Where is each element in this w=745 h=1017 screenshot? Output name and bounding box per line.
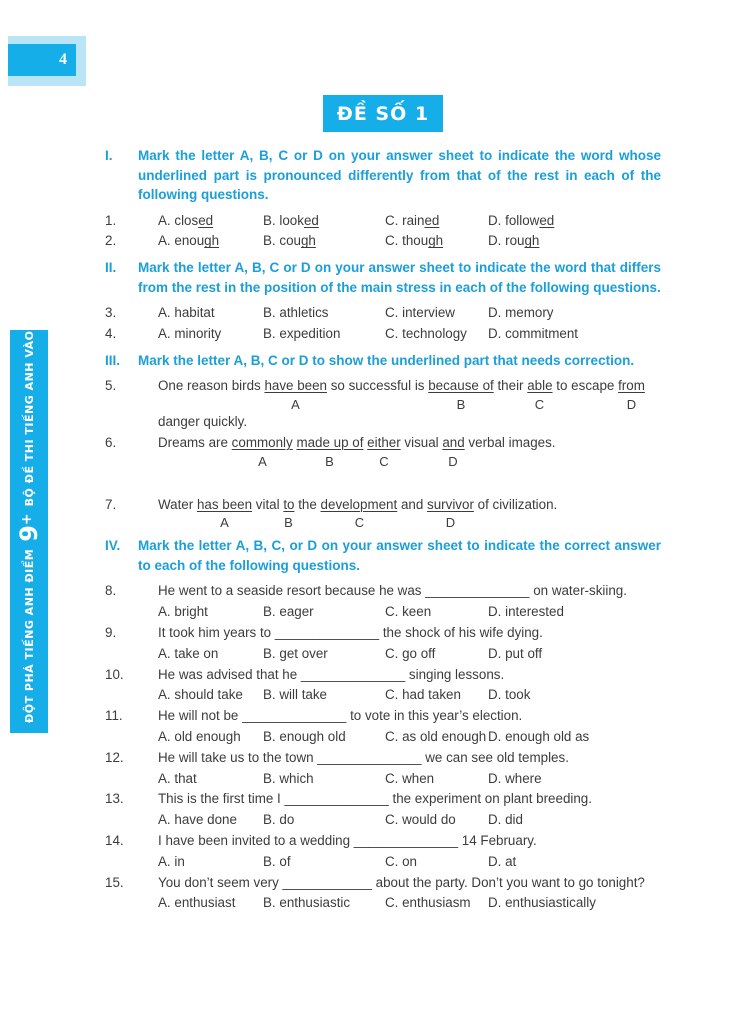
word: B. which [263,770,314,786]
answer-letter: C [354,515,365,531]
underlined-word: has been [196,496,253,512]
options-row [158,685,661,706]
word: B. enthusiastic [263,895,351,911]
question-number: 15. [105,874,124,890]
word: A. enou [158,233,205,249]
question-row [105,376,661,433]
answer-option [263,303,385,324]
sidebar-score-number: 9 [15,525,43,542]
word: C. go off [385,645,436,661]
question-stem: I have been invited to a wedding ______________ 14 February. [158,832,537,848]
answer-letter: B [284,515,293,531]
answer-letter: A [291,396,300,412]
test-content [105,146,661,914]
word: D. memory [488,305,554,321]
answer-option [488,852,661,873]
word: of civilization. [473,496,558,512]
word: B. cou [263,233,301,249]
sidebar-series-title: ĐỘT PHÁ TIẾNG ANH ĐIỂM [22,548,36,723]
underlined-word: gh [204,233,220,249]
section-numeral: III. [105,352,121,368]
answer-option [488,727,661,748]
answer-option [158,324,263,345]
question-body [158,495,661,531]
section-numeral: IV. [105,538,121,554]
answer-option [385,893,488,914]
word: One reason birds [158,378,265,394]
answer-option [488,644,661,665]
underlined-word: ed [198,212,214,228]
word: A. take on [158,645,219,661]
test-title-box [323,95,443,132]
answer-option [488,810,661,831]
answer-option [158,727,263,748]
answer-option [263,644,385,665]
answer-letter: B [325,453,334,469]
word: D. rou [488,233,525,249]
question-number: 11. [105,708,123,724]
answer-option [158,810,263,831]
word: D. at [488,853,517,869]
word: so successful is [327,378,429,394]
sidebar-banner [10,259,48,733]
answer-option [263,893,385,914]
question-number: 10. [105,666,124,682]
answer-option [263,685,385,706]
question-body [158,303,661,324]
question-row [105,748,661,790]
section-header-3 [105,351,661,371]
word: B. get over [263,645,328,661]
section-header-4 [105,536,661,575]
answer-letter-row [158,454,661,469]
word: danger quickly. [158,413,248,429]
question-row [105,324,661,345]
question-stem: He was advised that he ______________ singing lessons. [158,666,505,682]
word: A. old enough [158,728,241,744]
word: D. enough old as [488,728,590,744]
question-row [105,581,661,623]
answer-option [158,602,263,623]
underlined-word: able [527,378,553,394]
answer-option [263,810,385,831]
question-stem: You don’t seem very ____________ about the party. Don’t you want to go tonight? [158,874,645,890]
word: C. technology [385,325,467,341]
question-body [158,231,661,252]
word: A. enthusiast [158,895,236,911]
sidebar-grade-number: 10 [15,259,43,294]
answer-option [158,644,263,665]
answer-option [488,893,661,914]
answer-option [158,211,263,232]
question-number: 1. [105,212,117,228]
section-numeral: II. [105,260,117,276]
sidebar-vertical-text [10,259,48,733]
question-row [105,231,661,252]
question-sentence [158,433,661,454]
word: A. that [158,770,197,786]
question-body [158,581,661,623]
answer-letter: D [448,453,458,469]
section-numeral: I. [105,148,113,163]
answer-option [158,231,263,252]
page-number: 4 [59,51,67,68]
word: B. look [263,212,304,228]
word: Water [158,496,197,512]
word: C. would do [385,812,456,828]
answer-option [158,303,263,324]
word: to escape [552,378,619,394]
answer-letter: A [258,453,267,469]
question-stem: This is the first time I ______________ the experiment on plant breeding. [158,791,592,807]
page-number-box [8,36,86,86]
question-number: 13. [105,791,124,807]
section-header-1 [105,146,661,205]
underlined-word: made up of [296,434,364,450]
word: D. where [488,770,542,786]
answer-option [385,810,488,831]
answer-option [385,644,488,665]
answer-option [385,303,488,324]
underlined-word: gh [524,233,540,249]
word: B. expedition [263,325,341,341]
word: B. enough old [263,728,346,744]
answer-letter: C [534,396,545,412]
word: A. should take [158,687,243,703]
question-row [105,495,661,531]
question-sentence [158,376,661,397]
answer-letter: D [445,515,456,531]
question-row [105,303,661,324]
question-number: 4. [105,325,117,341]
underlined-word: gh [428,233,444,249]
answer-option [263,769,385,790]
word: C. interview [385,305,455,321]
word: C. as old enough [385,728,487,744]
options-row [158,602,661,623]
question-row [105,623,661,665]
underlined-word: to [283,496,295,512]
question-row [105,789,661,831]
word: D. interested [488,604,564,620]
question-row [105,706,661,748]
question-number: 12. [105,749,124,765]
question-body [158,376,661,433]
question-body [158,324,661,345]
question-body [158,748,661,790]
answer-option [263,324,385,345]
question-row [105,873,661,915]
answer-option [488,231,661,252]
question-stem: He will take us to the town ______________ we can see old temples. [158,749,569,765]
answer-option [385,211,488,232]
answer-option [488,685,661,706]
word: C. thou [385,233,429,249]
options-row [158,893,661,914]
answer-option [385,852,488,873]
answer-option [488,324,661,345]
word: A. clos [158,212,199,228]
question-row [105,831,661,873]
options-row [158,852,661,873]
question-row [105,665,661,707]
answer-letter: C [379,453,389,469]
question-stem: He went to a seaside resort because he was ______________ on water-skiing. [158,583,627,599]
answer-letter: B [456,396,466,412]
underlined-word: commonly [231,434,293,450]
answer-option [385,324,488,345]
answer-letter: A [220,515,229,531]
answer-option [385,685,488,706]
word: the [294,496,321,512]
word: C. on [385,853,418,869]
question-number: 5. [105,378,117,394]
word: D. follow [488,212,540,228]
section-heading-text: Mark the letter A, B, C or D to show the underlined part that needs correction. [138,352,635,368]
word: their [493,378,528,394]
underlined-word: because of [428,378,494,394]
answer-option [158,769,263,790]
word: C. had taken [385,687,461,703]
question-body [158,211,661,232]
word: A. bright [158,604,208,620]
word: B. of [263,853,291,869]
word: D. enthusiastically [488,895,596,911]
question-body [158,433,661,469]
question-stem: He will not be ______________ to vote in this year’s election. [158,708,523,724]
answer-option [263,727,385,748]
answer-option [385,769,488,790]
question-body [158,873,661,915]
word: and [397,496,428,512]
section-heading-text: Mark the letter A, B, C or D on your answer sheet to indicate the word that differs from the rest in the position of the main stress in each of the following questions. [138,260,661,295]
answer-option [158,685,263,706]
question-stem: It took him years to ______________ the shock of his wife dying. [158,624,543,640]
answer-option [263,852,385,873]
question-sentence-continued [158,412,661,433]
section-heading-text: Mark the letter A, B, C or D on your answer sheet to indicate the word whose underlined part is pronounced differently from that of the rest in each of the following questions. [138,148,661,202]
word: verbal images. [464,434,556,450]
word: C. enthusiasm [385,895,471,911]
word: D. put off [488,645,543,661]
word: B. do [263,812,295,828]
underlined-word: ed [424,212,440,228]
sidebar-score [17,513,41,541]
underlined-word: and [442,434,465,450]
question-number: 2. [105,233,117,249]
answer-letter-row [158,515,661,530]
question-number: 3. [105,305,117,321]
word: D. took [488,687,531,703]
answer-option [488,602,661,623]
question-number: 9. [105,624,117,640]
section-heading-text: Mark the letter A, B, C, or D on your answer sheet to indicate the correct answer to each of the following questions. [138,538,661,573]
word: A. minority [158,325,222,341]
options-row [158,303,661,324]
word: vital [252,496,284,512]
word: C. rain [385,212,425,228]
page-number-inner-box [8,44,76,76]
sidebar-collection-title: BỘ ĐỀ THI TIẾNG ANH VÀO LỚP [22,300,36,507]
question-number: 6. [105,434,117,450]
question-body [158,706,661,748]
underlined-word: ed [539,212,555,228]
word: C. when [385,770,435,786]
options-row [158,644,661,665]
question-row [105,433,661,469]
answer-option [385,602,488,623]
word: B. athletics [263,305,329,321]
sidebar-score-plus: + [19,513,35,526]
answer-letter: D [626,396,637,412]
underlined-word: development [320,496,398,512]
question-number: 8. [105,583,117,599]
answer-option [263,602,385,623]
word: A. habitat [158,305,215,321]
word: visual [400,434,443,450]
answer-option [158,893,263,914]
answer-option [263,231,385,252]
answer-letter-row [158,397,661,412]
answer-option [385,231,488,252]
word: D. did [488,812,523,828]
word: B. will take [263,687,327,703]
answer-option [488,303,661,324]
word: A. in [158,853,185,869]
question-body [158,789,661,831]
question-number: 14. [105,832,124,848]
answer-option [488,769,661,790]
test-title: ĐỀ SỐ 1 [336,102,430,125]
word: A. have done [158,812,237,828]
question-number: 7. [105,496,117,512]
answer-option [158,852,263,873]
word: D. commitment [488,325,579,341]
question-row [105,211,661,232]
underlined-word: from [618,378,645,394]
options-row [158,324,661,345]
answer-option [385,727,488,748]
underlined-word: gh [300,233,316,249]
question-body [158,831,661,873]
word: Dreams are [158,434,232,450]
question-body [158,623,661,665]
options-row [158,211,661,232]
question-body [158,665,661,707]
underlined-word: have been [264,378,327,394]
question-sentence [158,495,661,516]
word: C. keen [385,604,432,620]
underlined-word: either [367,434,401,450]
underlined-word: survivor [427,496,474,512]
word: B. eager [263,604,314,620]
options-row [158,769,661,790]
answer-option [488,211,661,232]
section-header-2 [105,258,661,297]
underlined-word: ed [303,212,319,228]
options-row [158,231,661,252]
answer-option [263,211,385,232]
options-row [158,810,661,831]
options-row [158,727,661,748]
